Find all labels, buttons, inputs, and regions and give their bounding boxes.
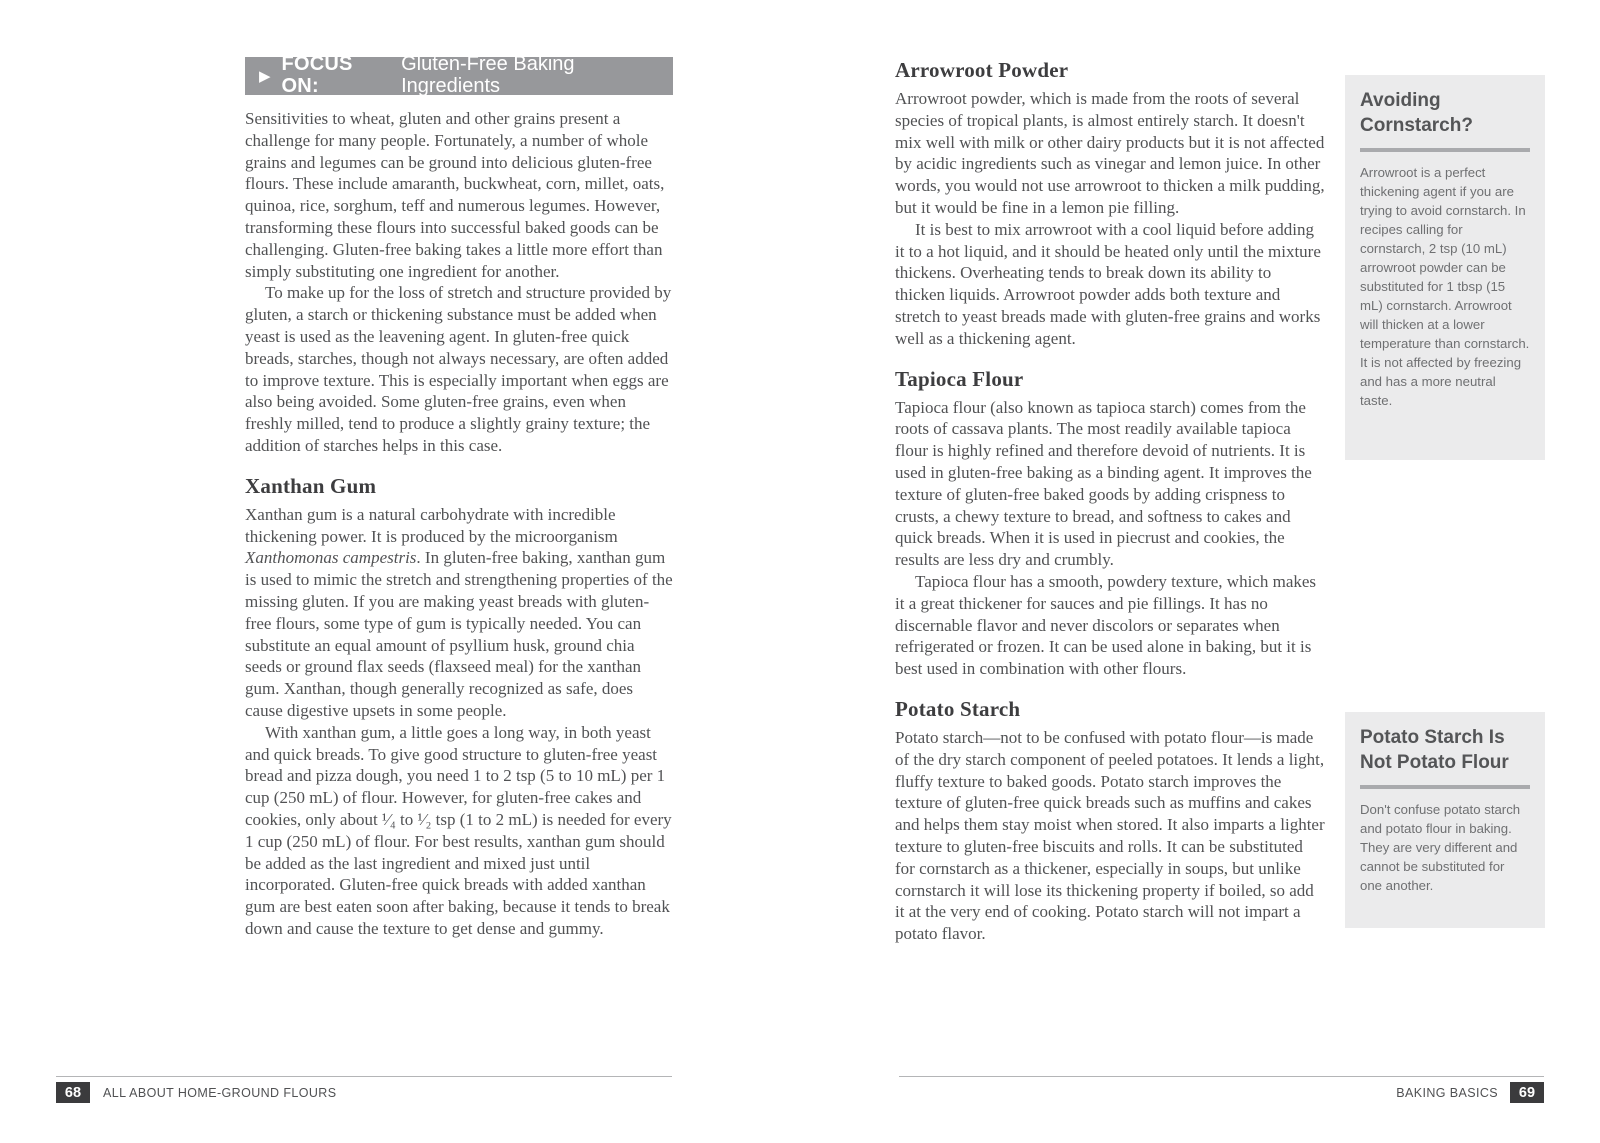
paragraph: Arrowroot powder, which is made from the roots of several species of tropical plants, is almost entirely starch. It doesn't mix well with milk or other dairy products but it is not affected by acidic ingredients such as vinegar and lemon juice. In other words, you would not use arrowroot to thicken a milk pudding, but it would be fine in a lemon pie filling.: [895, 89, 1325, 217]
paragraph-text: . In gluten-free baking, xanthan gum is used to mimic the stretch and strengthening properties of the missing gluten. If you are making yeast breads with gluten-free flours, some type of gum is typically needed. You can substitute an equal amount of psyllium husk, ground chia seeds or ground flax seeds (flaxseed meal) for the xanthan gum. Xanthan, though generally recognized as safe, does cause digestive upsets in some people.: [245, 548, 673, 720]
sidebar-heading: Potato Starch Is Not Potato Flour: [1360, 727, 1509, 773]
footer-rule: [56, 1076, 672, 1077]
left-page: [245, 53, 673, 940]
sidebar-heading: Avoiding Cornstarch?: [1360, 90, 1473, 136]
focus-banner-label-strong: FOCUS ON:: [281, 53, 353, 97]
paragraph: [245, 504, 673, 722]
focus-banner: [245, 53, 673, 97]
section-heading-tapioca-flour: Tapioca Flour: [895, 366, 1024, 391]
sidebar-body: Arrowroot is a perfect thickening agent if you are trying to avoid cornstarch. In recipes calling for cornstarch, 2 tsp (10 mL) arrowroot powder can be substituted for 1 tbsp (15 mL) cornstarch. Arrowroot will thicken at a lower temperature than cornstarch. It is not affected by freezing and has a more neutral taste.: [1360, 165, 1530, 408]
sidebar-box-potato-starch-not-flour: [1345, 712, 1545, 928]
running-footer-label: BAKING BASICS: [1396, 1086, 1498, 1100]
sidebar-box-avoiding-cornstarch: [1345, 75, 1545, 460]
paragraph: Sensitivities to wheat, gluten and other grains present a challenge for many people. Fortunately, a number of whole grains and legumes can be ground into delicious gluten-free flours. These include amaranth, buckwheat, corn, millet, oats, quinoa, rice, sorghum, teff and numerous legumes. However, transforming these flours into successful baked goods can be challenging. Gluten-free baking takes a little more effort than simply substituting one ingredient for another.: [245, 109, 665, 281]
paragraph: It is best to mix arrowroot with a cool liquid before adding it to a hot liquid, and it should be heated only until the mixture thickens. Overheating tends to break down its ability to thicken liquids. Arrowroot powder adds both texture and stretch to yeast breads made with gluten-free grains and works well as a thickening agent.: [895, 219, 1321, 348]
paragraph: To make up for the loss of stretch and structure provided by gluten, a starch or thickening substance must be added when yeast is used as the leavening agent. In gluten-free quick breads, starches, though not always necessary, are often added to improve texture. This is especially important when eggs are also being avoided. Some gluten-free grains, even when freshly milled, tend to produce a slightly grainy texture; the addition of starches helps in this case.: [245, 283, 672, 455]
sidebar-divider: [1360, 785, 1530, 789]
play-icon: ▶: [259, 67, 271, 85]
right-page: [895, 57, 1325, 945]
footer-left: [56, 1076, 672, 1106]
sidebar-body: Don't confuse potato starch and potato flour in baking. They are very different and cannot be substituted for one another.: [1360, 802, 1521, 893]
running-footer-label: ALL ABOUT HOME-GROUND FLOURS: [103, 1086, 337, 1100]
section-heading-potato-starch: Potato Starch: [895, 696, 1021, 721]
footer-right: [899, 1076, 1544, 1106]
footer-rule: [899, 1076, 1544, 1077]
paragraph-text: Xanthan gum is a natural carbohydrate with incredible thickening power. It is produced by the microorganism: [245, 504, 618, 546]
species-name-italic: Xanthomonas campestris: [245, 548, 417, 568]
focus-banner-label-rest: Gluten-Free Baking Ingredients: [401, 53, 575, 97]
paragraph: Tapioca flour has a smooth, powdery texture, which makes it a great thickener for sauces and pie fillings. It has no discernable flavor and never discolors or separates when refrigerated or frozen. It can be used alone in baking, but it is best used in combination with other flours.: [895, 571, 1317, 679]
page-number: 68: [56, 1082, 90, 1103]
section-heading-arrowroot-powder: Arrowroot Powder: [895, 58, 1069, 82]
section-heading-xanthan-gum: Xanthan Gum: [245, 473, 377, 498]
paragraph: With xanthan gum, a little goes a long way, in both yeast and quick breads. To give good structure to gluten-free yeast bread and pizza dough, you need 1 to 2 tsp (5 to 10 mL) per 1 cup (250 mL) of flour. However, for gluten-free cakes and cookies, only about ¹⁄₄ to ¹⁄₂ tsp (1 to 2 mL) is needed for every 1 cup (250 mL) of flour. For best results, xanthan gum should be added as the last ingredient and mixed just until incorporated. Gluten-free quick breads with added xanthan gum are best eaten soon after baking, because it tends to break down and cause the texture to get dense and gummy.: [245, 722, 672, 938]
paragraph: Tapioca flour (also known as tapioca starch) comes from the roots of cassava plants. The most readily available tapioca flour is highly refined and therefore devoid of nutrients. It is used in gluten-free baking as a binding agent. It improves the texture of gluten-free baked goods by adding crispness to crusts, a chewy texture to bread, and softness to cakes and quick breads. When it is used in piecrust and cookies, the results are less dry and crumbly.: [895, 397, 1312, 570]
paragraph: Potato starch—not to be confused with potato flour—is made of the dry starch component of peeled potatoes. It lends a light, fluffy texture to baked goods. Potato starch improves the texture of gluten-free quick breads such as muffins and cakes and helps them stay moist when stored. It also imparts a lighter texture to gluten-free biscuits and rolls. It can be substituted for cornstarch as a thickener, especially in soups, but unlike cornstarch it will lose its thickening property if boiled, so add it at the very end of cooking. Potato starch will not impart a potato flavor.: [895, 727, 1325, 944]
page-number: 69: [1510, 1082, 1544, 1103]
sidebar-divider: [1360, 148, 1530, 152]
